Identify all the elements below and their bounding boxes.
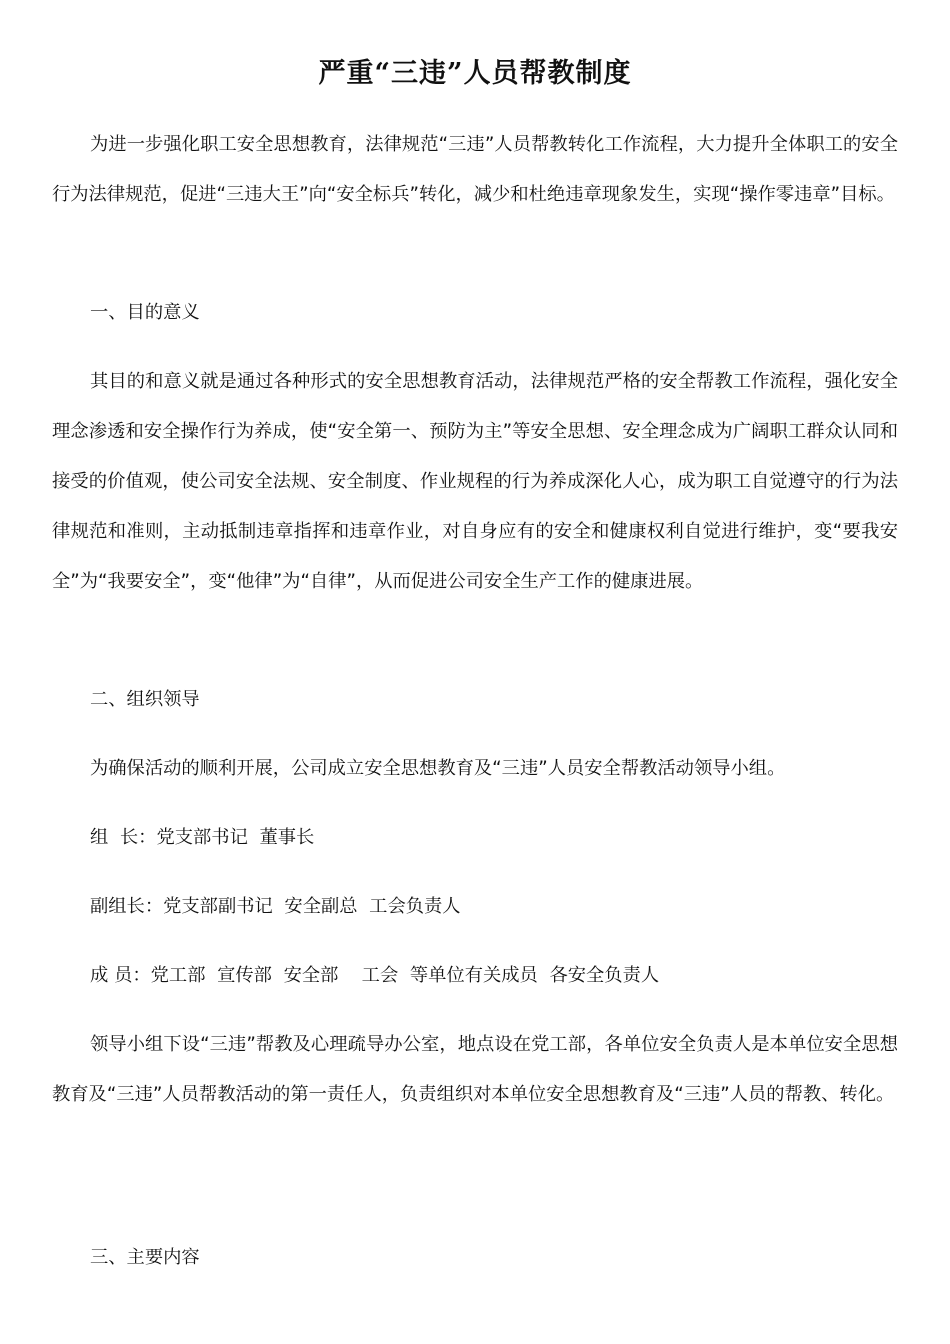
intro-paragraph: 为进一步强化职工安全思想教育，法律规范“三违”人员帮教转化工作流程，大力提升全体职工的安全行为法律规范，促进“三违大王”向“安全标兵”转化，减少和杜绝违章现象发生，实现“操作零违章”目标。 <box>52 134 898 205</box>
section-2-heading: 二、组织领导 <box>90 689 200 710</box>
document-title: 严重“三违”人员帮教制度 <box>318 58 632 89</box>
section-2-body: 为确保活动的顺利开展，公司成立安全思想教育及“三违”人员安全帮教活动领导小组。 <box>90 758 786 779</box>
group-leader-line: 组 长：党支部书记 董事长 <box>90 827 315 848</box>
section-3-heading: 三、主要内容 <box>90 1247 200 1268</box>
section-1-heading: 一、目的意义 <box>90 302 200 323</box>
office-paragraph: 领导小组下设“三违”帮教及心理疏导办公室，地点设在党工部，各单位安全负责人是本单位安全思想教育及“三违”人员帮教活动的第一责任人，负责组织对本单位安全思想教育及“三违”人员的帮教、转化。 <box>52 1034 898 1105</box>
deputy-leader-line: 副组长：党支部副书记 安全副总 工会负责人 <box>90 896 461 917</box>
section-1-body: 其目的和意义就是通过各种形式的安全思想教育活动，法律规范严格的安全帮教工作流程，强化安全理念渗透和安全操作行为养成，使“安全第一、预防为主”等安全思想、安全理念成为广阔职工群众认同和接受的价值观，使公司安全法规、安全制度、作业规程的行为养成深化人心，成为职工自觉遵守的行为法律规范和准则，主动抵制违章指挥和违章作业，对自身应有的安全和健康权利自觉进行维护，变“要我安全”为“我要安全”，变“他律”为“自律”，从而促进公司安全生产工作的健康进展。 <box>52 371 898 592</box>
members-line: 成 员：党工部 宣传部 安全部 工会 等单位有关成员 各安全负责人 <box>90 965 660 986</box>
